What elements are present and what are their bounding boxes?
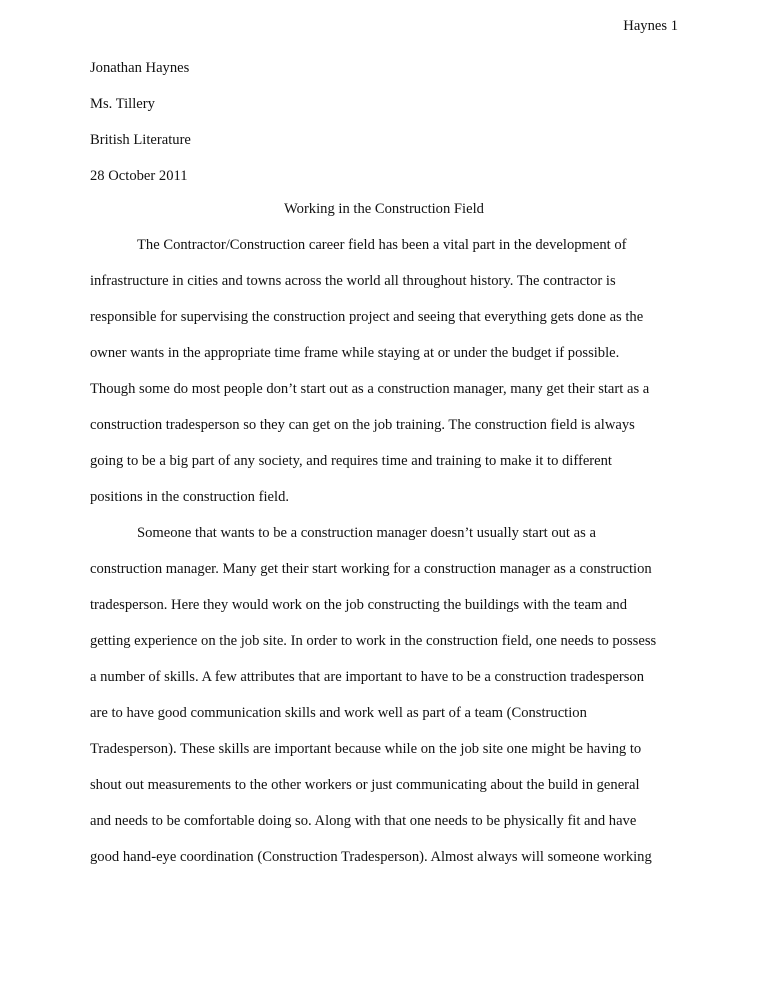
body-line: going to be a big part of any society, and requires time and training to make it to different	[90, 453, 612, 469]
body-line: Tradesperson). These skills are important because while on the job site one might be having to	[90, 741, 642, 757]
body-line: positions in the construction field.	[90, 489, 290, 505]
body-line: shout out measurements to the other workers or just communicating about the build in general	[90, 777, 640, 793]
heading-line: Jonathan Haynes	[90, 60, 190, 76]
page-header: Haynes 1	[623, 18, 678, 34]
body-line: a number of skills. A few attributes that are important to have to be a construction tradesperson	[90, 669, 645, 685]
body-line: good hand-eye coordination (Construction Tradesperson). Almost always will someone working	[90, 849, 652, 865]
body-line: getting experience on the job site. In order to work in the construction field, one needs to possess	[90, 633, 657, 649]
body-line: construction tradesperson so they can get on the job training. The construction field is always	[90, 417, 635, 433]
body-line: owner wants in the appropriate time frame while staying at or under the budget if possible.	[90, 345, 620, 361]
essay-title: Working in the Construction Field	[284, 201, 484, 217]
body-line: The Contractor/Construction career field has been a vital part in the development of	[137, 237, 627, 253]
body-line: Though some do most people don’t start out as a construction manager, many get their start as a	[90, 381, 650, 397]
heading-line: Ms. Tillery	[90, 96, 155, 112]
heading-line: British Literature	[90, 132, 191, 148]
body-line: construction manager. Many get their start working for a construction manager as a construction	[90, 561, 652, 577]
body-line: are to have good communication skills and work well as part of a team (Construction	[90, 705, 587, 721]
body-line: and needs to be comfortable doing so. Along with that one needs to be physically fit and have	[90, 813, 637, 829]
body-line: tradesperson. Here they would work on the job constructing the buildings with the team and	[90, 597, 628, 613]
heading-line: 28 October 2011	[90, 168, 188, 184]
body-line: Someone that wants to be a construction manager doesn’t usually start out as a	[137, 525, 596, 541]
body-line: responsible for supervising the construction project and seeing that everything gets done as the	[90, 309, 644, 325]
body-line: infrastructure in cities and towns across the world all throughout history. The contractor is	[90, 273, 616, 289]
